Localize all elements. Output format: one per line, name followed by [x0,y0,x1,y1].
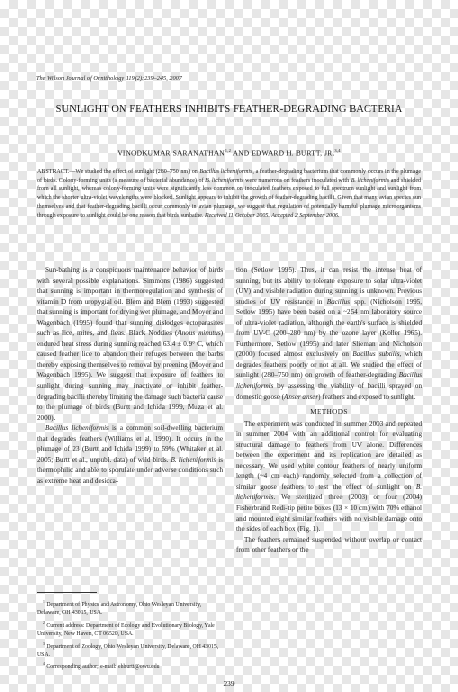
footnote-marker: 4 [43,662,45,667]
paragraph-text: . We sterilized three (2003) or four (2004) Fisherbrand Redi-tip petite boxes (13 × 10 cm) with 70% ethanol and mounted eight similar feathers with no visible damage onto the sides of each box (Fig. 1). [236,493,422,534]
footnote-marker: 3 [43,641,45,646]
species-name: Anser anser [284,392,319,401]
paragraph [37,423,223,486]
author-joiner: AND [231,148,252,158]
journal-header [36,75,182,82]
author-1: VINODKUMAR SARANATHAN [117,148,225,158]
species-name: Bacillus licheniformis [236,371,422,391]
paragraph [236,535,422,556]
paragraph-text: Sun-bathing is a conspicuous maintenance behavior of birds with several possible explanations. Simmons (1986) suggested that sunning is important in thermoregulation and synthesis of vitamin D from uropygial oil. Blem and Blem (1993) suggested that sunning is important for drying wet plumage, and Moyer and Wagenbach (1995) found that sunning dislodges ectoparasites such as lice, mites, and fleas. Black Noddies ( [37,266,223,338]
footnote-marker: 1 [43,600,45,604]
abstract [37,168,421,220]
abstract-species: B. licheniformis [205,177,244,184]
author-2: EDWARD H. BURTT, JR. [251,148,335,158]
journal-citation: 119(2):239–245, 2007 [125,75,182,82]
footnote-divider [37,592,97,593]
abstract-text: , a feather-degrading bacterium that commonly occurs in the plumage of birds. Colony-forming units (a measure of bacterial abundance) of [37,169,422,184]
species-name: Bacillus subtilis [352,350,400,359]
footnotes [37,598,223,673]
footnote [37,640,223,659]
footnote-text: Department of Physics and Astronomy, Ohio Wesleyan University, Delaware, OH 43015, USA. [37,601,202,617]
paragraph-text: tion (Setlow 1995). Thus, it can resist the intense heat of sunning, but its ability to tolerate exposure to solar ultra-violet (UV) and visible radiation during sunning is unknown. Previous studies of UV resistance in [236,266,422,306]
received-accepted-dates: Received 11 October 2005. Accepted 2 September 2006. [204,212,340,219]
article-title: SUNLIGHT ON FEATHERS INHIBITS FEATHER-DEGRADING BACTERIA [55,104,403,115]
abstract-text: and shielded from all sunlight, whereas colony-forming units were significantly less common on inoculated feathers exposed to full spectrum sunlight and sunlight from which the shorter ultra-violet wavelengths were blocked. Sunlight appears to inhibit the growth of feather-degrading bacilli. Given that many avian species sun themselves and that feather-degrading bacilli occur commonly in avian plumage, we suggest that regulation of potentially harmful plumage microorganisms through exposure to sunlight could be one reason that birds sunbathe. [37,177,421,219]
paragraph-text: The feathers remained suspended without overlap or contact from other feathers or the [236,535,422,555]
species-name: Bacillus licheniformis [45,424,109,433]
abstract-text: were numerous on feathers inoculated with [243,177,351,184]
paragraph [37,265,223,423]
species-name: Anous minutus [177,329,221,338]
footnote [37,598,223,617]
paragraph-text: spp. (Nicholson 1995, Setlow 1995) have been based on a ~254 nm laboratory source of ultra-violet radiation, although the earth's surface is shielded from UV-C (200–280 nm) by the ozone layer (Koller 1965). Furthermore, Setlow (1995) and later Slieman and Nicholson (2000) focused almost exclusively on [236,297,422,359]
paragraph-text: is a common soil-dwelling bacterium that degrades feathers (Williams et al. 1990). It occurs in the plumage of 23 (Burtt and Ichida 1999) to 59% (Whitaker et al. 2005; Burtt et al., unpubl. data) of wild birds. [37,424,223,464]
species-name: Bacillus [326,297,350,306]
species-name: B. licheniformis [236,482,422,502]
paragraph [236,265,422,402]
paragraph-text: The experiment was conducted in summer 2003 and repeated in summer 2004 with an additional control for evaluating structural damage to feathers from UV alone. Differences between the experiment and its replication are detailed as necessary. We used white contour feathers of nearly uniform length (~4 cm each) randomly selected from a collection of similar goose feathers to test the effect of sunlight on [236,419,422,491]
journal-name: The Wilson Journal of Ornithology [36,75,125,82]
left-column [37,265,223,486]
footnote-text: Current address: Department of Ecology and Evolutionary Biology, Yale University, New Haven, CT 06520, USA. [37,622,215,637]
footnote-marker: 2 [43,620,45,625]
species-name: B. licheniformis [170,455,217,464]
paragraph-text: , which degrades feathers poorly or not at all. We studied the effect of sunlight (280–750 nm) on growth of feather-degrading [236,350,422,380]
paragraph [236,419,422,535]
abstract-species: B. licheniformis [350,177,390,184]
author-line [40,148,418,157]
author-2-affiliation: 3,4 [334,148,341,153]
footnote [37,619,223,638]
section-heading-methods: METHODS [310,408,348,417]
footnote [37,660,223,671]
page-number: 239 [223,679,235,688]
footnote-text: Department of Zoology, Ohio Wesleyan University, Delaware, OH 43015, USA. [37,643,219,658]
paragraph-text: ) endured heat stress during sunning reached 63.4 ± 0.9° C, which caused feather lice to abandon their refuges between the barbs thereby exposing themselves to removal by preening (Moyer and Wagenbach 1995). We suggest that exposure of feathers to sunlight during sunning may inactivate or inhibit feather-degrading bacilli thereby limiting the damage such bacteria cause to the plumage of birds (Burtt and Ichida 1999, Muza et al. 2000). [37,329,223,422]
abstract-species: Bacillus licheniformis [199,169,253,175]
right-column [236,265,422,556]
paragraph-text: by assessing the viability of bacilli sprayed on domestic goose ( [236,382,422,401]
paragraph-text: is thermophilic and able to sporulate under adverse conditions such as extreme heat and desicca- [37,455,223,485]
author-1-affiliation: 1,2 [224,148,232,153]
footnote-text: Corresponding author; e-mail: ehburtt@owu.edu [44,664,160,671]
paragraph-text: ) feathers and exposed to sunlight. [318,392,416,401]
abstract-lead: ABSTRACT.—We studied the effect of sunlight (280–750 nm) on [37,169,200,175]
